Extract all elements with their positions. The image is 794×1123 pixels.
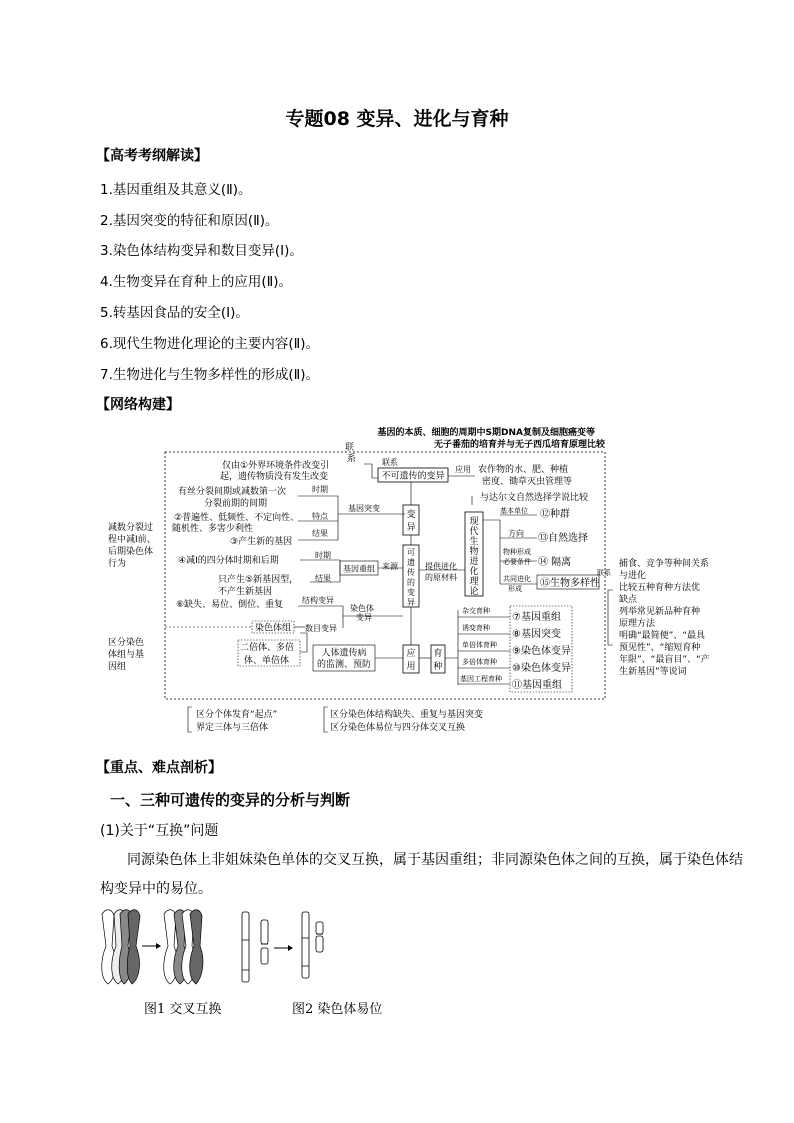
result-label: 结果: [312, 529, 328, 538]
variation-box-2: 异: [406, 523, 416, 533]
mut-breed-label: 诱变育种: [462, 624, 490, 632]
natural-selection: ⑬自然选择: [538, 533, 588, 544]
basic-unit: 基本单位: [500, 507, 528, 515]
disease-2: 的监测、预防: [316, 660, 372, 670]
gene-mutation: 基因突变: [348, 504, 380, 513]
trait-label: 特点: [312, 512, 328, 521]
svg-text:生: 生: [469, 537, 479, 547]
recomb-period: 时期: [315, 551, 331, 560]
chrom-group: 染色体组: [254, 623, 292, 634]
requirement-item: 3.染色体结构变异和数目变异(Ⅰ)。: [100, 243, 303, 259]
requirement-item: 6.现代生物进化理论的主要内容(Ⅱ)。: [100, 336, 320, 352]
result-1: ③产生新的基因: [230, 537, 293, 547]
period-label: 时期: [312, 485, 328, 494]
direction-label: 方向: [508, 529, 524, 538]
svg-text:生新基因”等说词: 生新基因”等说词: [619, 667, 687, 677]
chrom-var-1: 染色体: [350, 604, 374, 613]
env-2: 起，遗传物质没有发生改变: [220, 472, 329, 482]
period-1: 有丝分裂间期或减数第一次: [178, 487, 287, 497]
source-label: 来源: [382, 562, 398, 571]
page-title: 专题08 变异、进化与育种: [285, 108, 509, 130]
svg-text:物: 物: [469, 547, 479, 557]
env-1: 仅由①外界环境条件改变引: [222, 461, 330, 471]
breed-box-2: 种: [433, 662, 443, 672]
svg-text:进: 进: [469, 557, 479, 567]
svg-text:理: 理: [469, 577, 479, 587]
svg-text:区分染色体结构缺失、重复与基因突变: 区分染色体结构缺失、重复与基因突变: [330, 710, 484, 720]
svg-text:遗: 遗: [407, 558, 415, 567]
isolation: ⑭ 隔离: [538, 557, 572, 568]
section-network: 【网络构建】: [96, 397, 180, 413]
svg-text:区分染色: 区分染色: [108, 638, 145, 648]
provide-label-1: 提供进化: [425, 562, 457, 571]
svg-text:缺点: 缺点: [619, 595, 638, 605]
darwin-note: 与达尔文自然选择学说比较: [480, 493, 589, 503]
requirement-item: 7.生物进化与生物多样性的形成(Ⅱ)。: [100, 367, 320, 383]
recomb-result: 结果: [315, 574, 331, 583]
analysis-para-1: 同源染色体上非姐妹染色单体的交叉互换，属于基因重组；非同源染色体之间的互换，属于染色体结: [127, 852, 743, 868]
svg-text:后期染色体: 后期染色体: [108, 547, 154, 557]
cross-label: 杂交育种: [462, 607, 490, 615]
cross-result: ⑦基因重组: [512, 612, 561, 623]
svg-text:的: 的: [407, 578, 415, 587]
svg-text:程中减Ⅰ前、: 程中减Ⅰ前、: [108, 535, 156, 545]
disease-1: 人体遗传病: [321, 648, 367, 659]
svg-text:体组与基: 体组与基: [108, 650, 145, 660]
struct-label: 结构变异: [302, 596, 334, 605]
gene-recomb: 基因重组: [343, 564, 375, 574]
coevo-1: 共同进化: [503, 575, 531, 583]
yingyong-top: 应用: [455, 465, 471, 474]
svg-text:行为: 行为: [108, 559, 127, 569]
ploidy-1: 二倍体、多倍: [240, 643, 295, 653]
requirement-item: 1.基因重组及其意义(Ⅱ)。: [100, 182, 252, 198]
variation-box-1: 变: [406, 510, 416, 520]
poly-label: 多倍体育种: [462, 658, 497, 666]
recomb-3: 不产生新基因: [218, 587, 273, 597]
mut-result: ⑧基因突变: [512, 629, 561, 640]
svg-text:化: 化: [469, 567, 479, 577]
ploidy-2: 体、单倍体: [244, 656, 290, 666]
species-1: 物种形成: [503, 548, 531, 556]
population: ⑫种群: [540, 509, 570, 520]
box-nonheritable: 不可遗传的变异: [381, 471, 445, 482]
species-2: 必要条件: [503, 558, 531, 566]
svg-text:列举常见新品种育种: 列举常见新品种育种: [619, 607, 701, 617]
provide-label-2: 的原材料: [425, 573, 457, 582]
section-syllabus: 【高考考纲解读】: [96, 148, 208, 164]
struct-1: ⑥缺失、易位、倒位、重复: [176, 600, 284, 610]
svg-text:捕食、竞争等种间关系: 捕食、竞争等种间关系: [619, 559, 710, 569]
svg-text:代: 代: [469, 527, 479, 537]
poly-result: ⑩染色体变异: [512, 663, 571, 674]
analysis-heading: 一、三种可遗传的变异的分析与判断: [110, 791, 351, 809]
biodiversity: ⑮生物多样性: [540, 578, 600, 589]
top-note-1: 基因的本质、细胞的周期中S期DNA复制及细胞癌变等: [377, 428, 595, 438]
hap-result: ⑨染色体变异: [512, 646, 571, 657]
svg-text:现: 现: [469, 517, 479, 527]
lianxi-b: 系: [347, 454, 357, 464]
ge-result: ⑪基因重组: [512, 680, 562, 691]
crops-2: 密度、锄草灭虫管理等: [482, 477, 573, 487]
lianxi-right: 联系: [597, 569, 611, 577]
trait-2: 随机性、多害少利性: [172, 524, 254, 534]
figure-crossover: [98, 906, 206, 988]
svg-text:论: 论: [469, 587, 479, 597]
trait-1: ②普遍性、低频性、不定向性、: [174, 513, 300, 523]
figure-1-caption: 图1 交叉互换: [144, 1002, 222, 1017]
svg-text:因组: 因组: [108, 662, 127, 672]
recomb-1: ④减Ⅰ的四分体时期和后期: [178, 556, 279, 566]
apply-box-1: 应: [406, 649, 416, 659]
figure-2-caption: 图2 染色体易位: [292, 1002, 383, 1017]
svg-text:传: 传: [407, 568, 415, 577]
num-var: 数目变异: [305, 624, 337, 633]
lianxi-top: 联系: [382, 458, 398, 467]
section-key-points: 【重点、难点剖析】: [96, 760, 222, 776]
chrom-var-2: 变异: [356, 613, 372, 622]
period-2: 分裂前期的间期: [204, 499, 268, 509]
concept-map: [100, 420, 720, 740]
hap-label: 单倍体育种: [462, 641, 497, 649]
figure-translocation: [236, 910, 326, 986]
svg-text:预见性”、“缩短育种: 预见性”、“缩短育种: [619, 643, 701, 653]
top-note-2: 无子番茄的培育并与无子西瓜培育原理比较: [433, 440, 605, 450]
svg-text:区分个体发育“起点”: 区分个体发育“起点”: [196, 710, 278, 720]
svg-text:异: 异: [407, 598, 415, 607]
requirement-item: 5.转基因食品的安全(Ⅰ)。: [100, 305, 249, 321]
svg-text:明确“最简便”、“最具: 明确“最简便”、“最具: [619, 631, 705, 641]
lianxi-a: 联: [345, 443, 355, 453]
analysis-sub: (1)关于“互换”问题: [100, 823, 219, 839]
breed-box-1: 育: [433, 649, 443, 659]
crops-1: 农作物的水、肥、种植: [478, 465, 569, 475]
svg-text:与进化: 与进化: [619, 571, 647, 581]
svg-text:可: 可: [407, 548, 415, 557]
analysis-para-2: 构变异中的易位。: [100, 881, 212, 897]
ge-label: 基因工程育种: [460, 675, 502, 683]
svg-text:界定三体与三倍体: 界定三体与三倍体: [196, 723, 269, 733]
requirement-item: 2.基因突变的特征和原因(Ⅱ)。: [100, 213, 279, 229]
svg-text:区分染色体易位与四分体交叉互换: 区分染色体易位与四分体交叉互换: [330, 723, 466, 733]
coevo-2: 形成: [508, 585, 522, 593]
svg-text:变: 变: [407, 588, 415, 597]
svg-text:年限”、“最盲目”、“产: 年限”、“最盲目”、“产: [619, 655, 710, 665]
svg-text:原理方法: 原理方法: [619, 619, 656, 629]
svg-text:减数分裂过: 减数分裂过: [108, 523, 154, 533]
requirement-item: 4.生物变异在育种上的应用(Ⅱ)。: [100, 274, 293, 290]
apply-box-2: 用: [406, 662, 416, 672]
recomb-2: 只产生⑤新基因型，: [218, 575, 299, 585]
svg-text:比较五种育种方法优: 比较五种育种方法优: [619, 583, 701, 593]
